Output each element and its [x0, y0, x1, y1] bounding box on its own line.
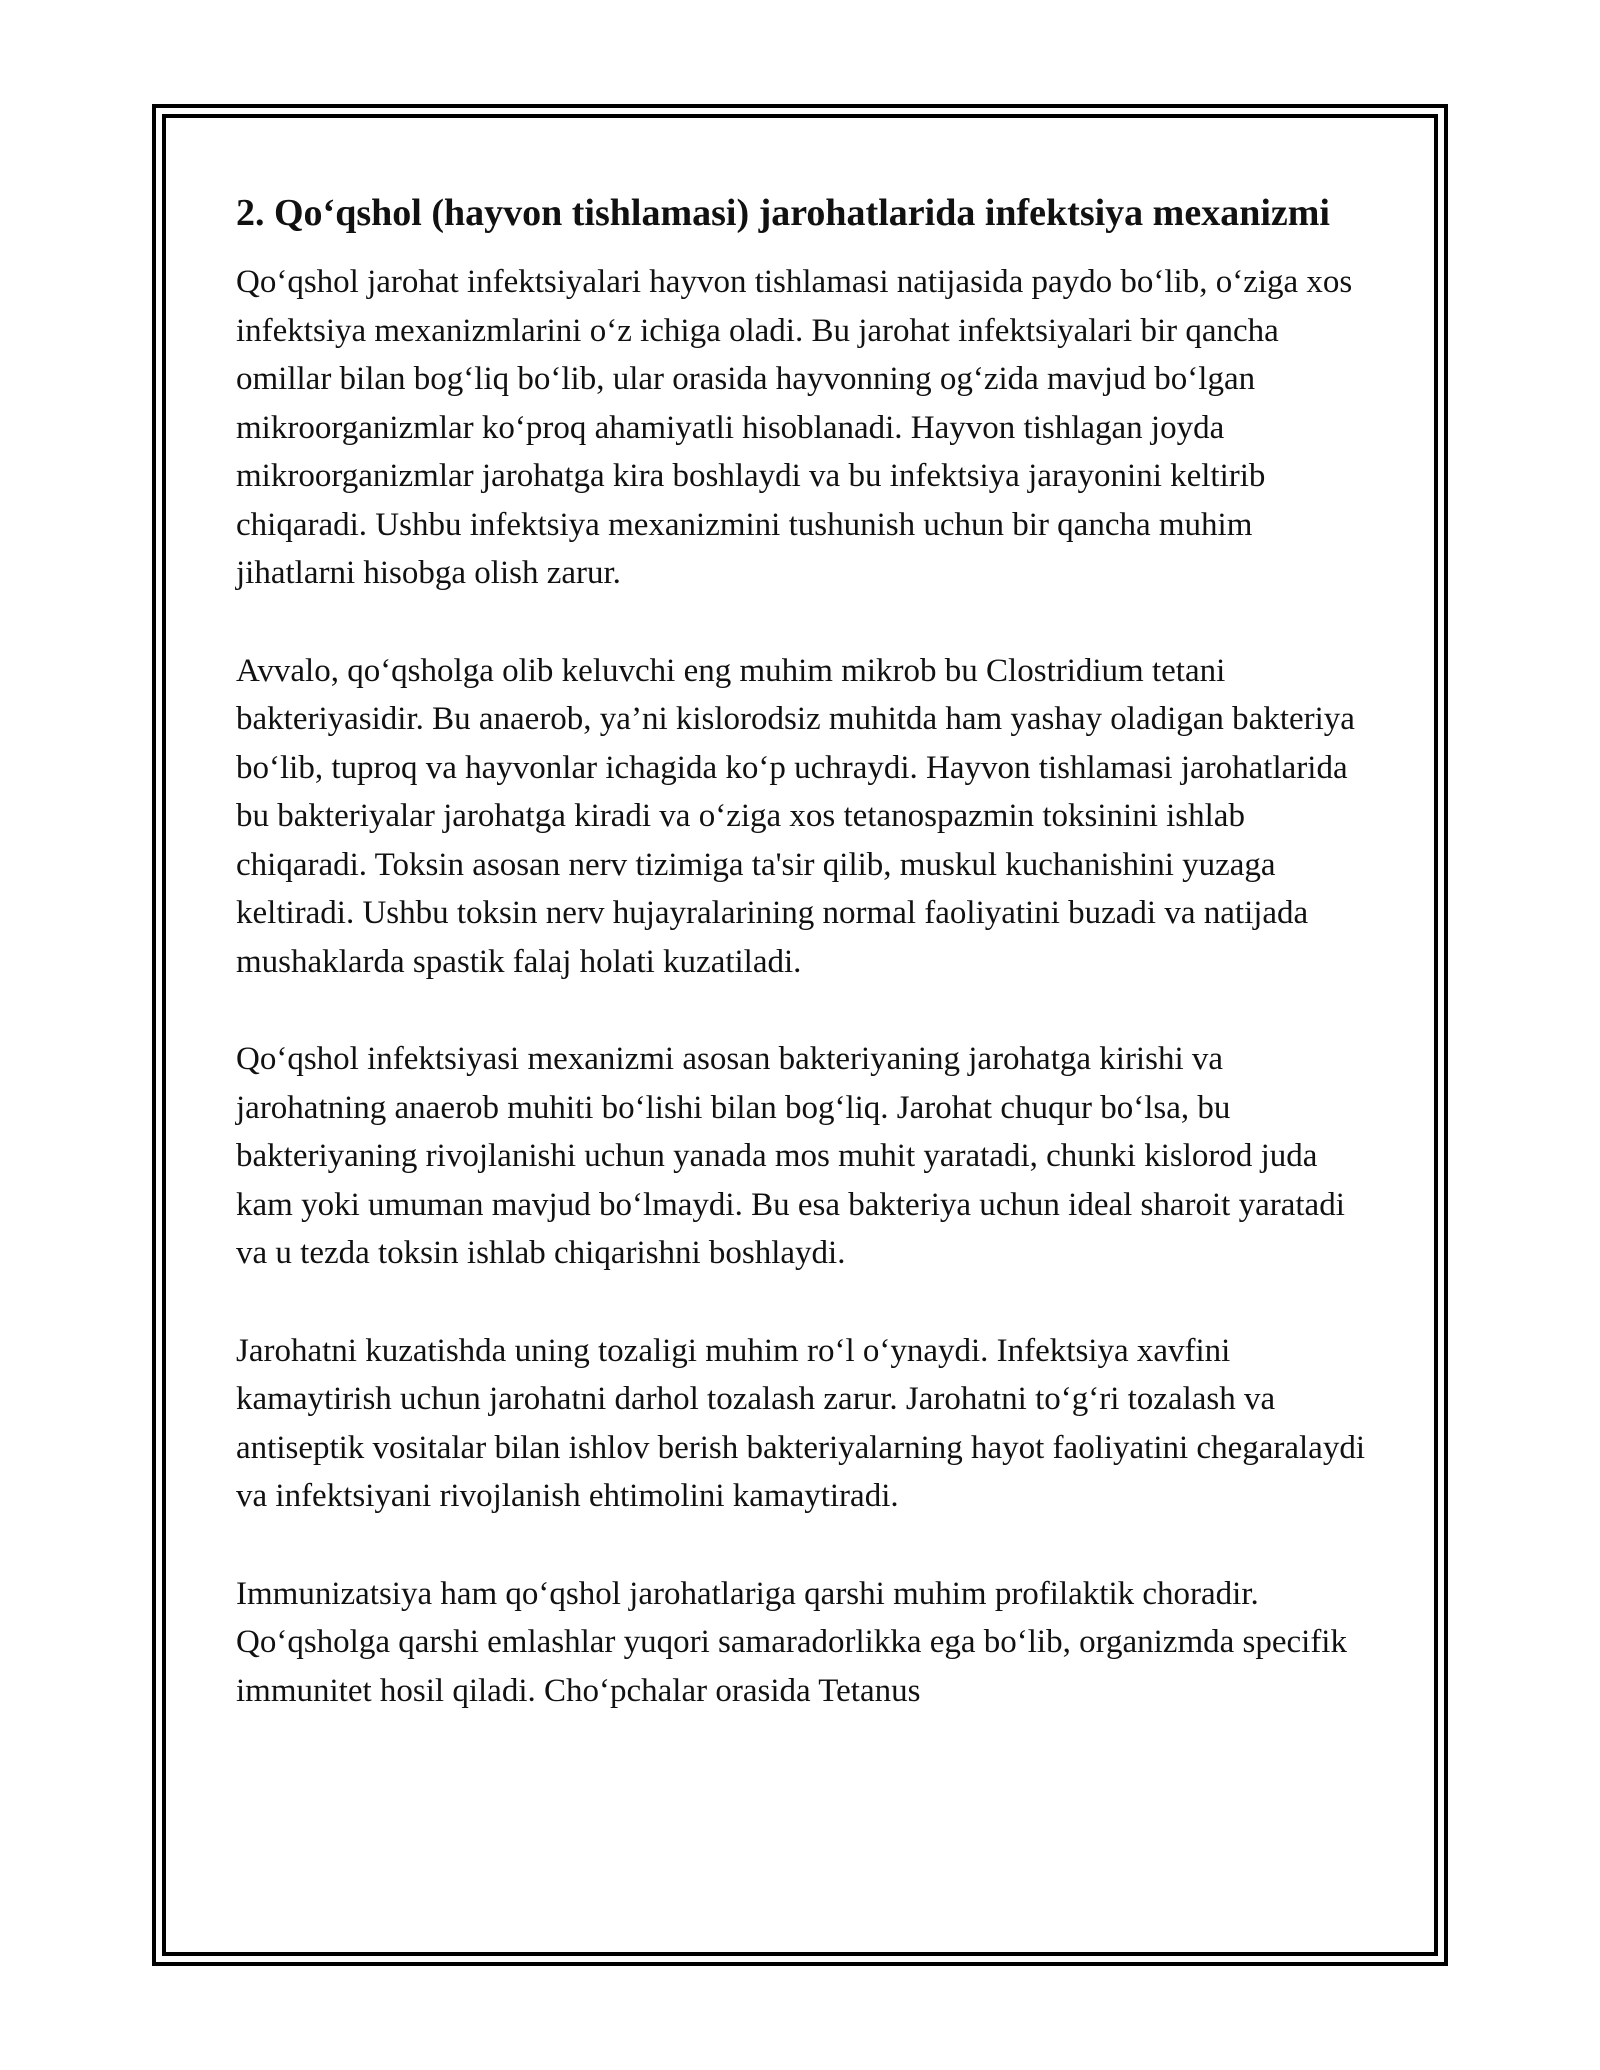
section-title: 2. Qo‘qshol (hayvon tishlamasi) jarohatlarida infektsiya mexanizmi [236, 192, 1330, 234]
paragraph-mechanism: Qo‘qshol infektsiyasi mexanizmi asosan bakteriyaning jarohatga kirishi va jarohatning anaerob muhiti bo‘lishi bilan bog‘liq. Jarohat chuqur bo‘lsa, bu bakteriyaning rivojlanishi uchun yanada mos muhit yaratadi, chunki kislorod juda kam yoki umuman mavjud bo‘lmaydi. Bu esa bakteriya uchun ideal sharoit yaratadi va u tezda toksin ishlab chiqarishni boshlaydi. [236, 1041, 1345, 1271]
document-body [236, 186, 1372, 1715]
paragraph-clostridium: Avvalo, qo‘qsholga olib keluvchi eng muhim mikrob bu Clostridium tetani bakteriyasidir. Bu anaerob, ya’ni kislorodsiz muhitda ham yashay oladigan bakteriya bo‘lib, tuproq va hayvonlar ichagida ko‘p uchraydi. Hayvon tishlamasi jarohatlarida bu bakteriyalar jarohatga kiradi va o‘ziga xos tetanospazmin toksinini ishlab chiqaradi. Toksin asosan nerv tizimiga ta'sir qilib, muskul kuchanishini yuzaga keltiradi. Ushbu toksin nerv hujayralarining normal faoliyatini buzadi va natijada mushaklarda spastik falaj holati kuzatiladi. [236, 652, 1355, 980]
paragraph-intro: Qo‘qshol jarohat infektsiyalari hayvon tishlamasi natijasida paydo bo‘lib, o‘ziga xos infektsiya mexanizmlarini o‘z ichiga oladi. Bu jarohat infektsiyalari bir qancha omillar bilan bog‘liq bo‘lib, ular orasida hayvonning og‘zida mavjud bo‘lgan mikroorganizmlar ko‘proq ahamiyatli hisoblanadi. Hayvon tishlagan joyda mikroorganizmlar jarohatga kira boshlaydi va bu infektsiya jarayonini keltirib chiqaradi. Ushbu infektsiya mexanizmini tushunish uchun bir qancha muhim jihatlarni hisobga olish zarur. [236, 264, 1353, 591]
paragraph-wound-cleaning: Jarohatni kuzatishda uning tozaligi muhim ro‘l o‘ynaydi. Infektsiya xavfini kamaytirish uchun jarohatni darhol tozalash zarur. Jarohatni to‘g‘ri tozalash va antiseptik vositalar bilan ishlov berish bakteriyalarning hayot faoliyatini chegaralaydi va infektsiyani rivojlanish ehtimolini kamaytiradi. [236, 1332, 1365, 1514]
paragraph-immunization: Immunizatsiya ham qo‘qshol jarohatlariga qarshi muhim profilaktik choradir. Qo‘qsholga qarshi emlashlar yuqori samaradorlikka ega bo‘lib, organizmda specifik immunitet hosil qiladi. Cho‘pchalar orasida Tetanus [236, 1575, 1347, 1709]
